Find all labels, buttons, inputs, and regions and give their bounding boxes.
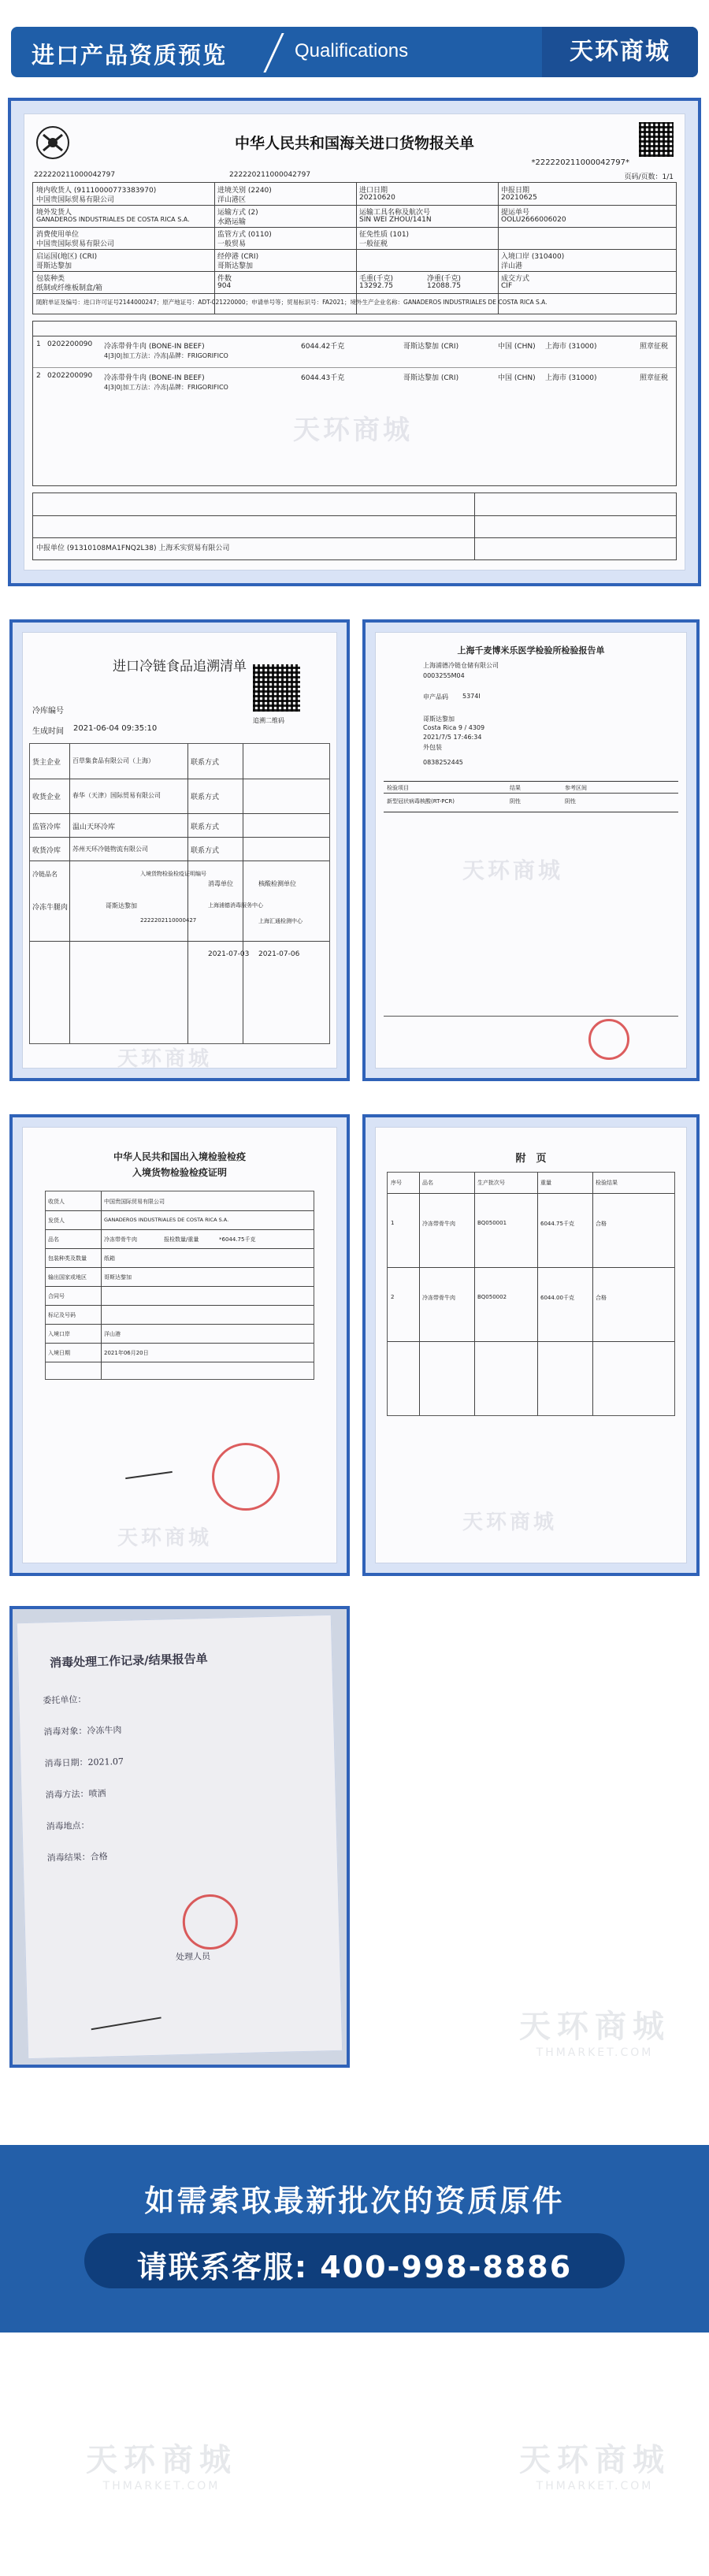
goods-no: 1 bbox=[36, 340, 41, 348]
contact-footer bbox=[0, 2145, 709, 2333]
inspection-value: 洋山港 bbox=[104, 1331, 121, 1337]
trace-row-label: 监管冷库 bbox=[32, 823, 61, 831]
trace-product-header: 入境货物检验检疫证明编号 bbox=[140, 871, 206, 877]
inspection-value: 哥斯达黎加 bbox=[104, 1274, 132, 1281]
customs-field-value: 一般征税 bbox=[359, 240, 388, 248]
inspection-title-2: 入境货物检验检疫证明 bbox=[132, 1167, 227, 1178]
goods-spec: 4|3|0|加工方法：冷冻|品牌：FRIGORIFICO bbox=[104, 352, 228, 359]
watermark-en: THMARKET.COM bbox=[536, 2480, 654, 2492]
customs-field-value: 20210625 bbox=[501, 194, 537, 202]
lab-field-value: 哥斯达黎加 bbox=[423, 716, 455, 723]
customs-field-label: 毛重(千克) bbox=[359, 275, 394, 283]
footer-contact-text: 请联系客服: 400-998-8886 bbox=[136, 2250, 573, 2284]
lab-field-value: 0003255M04 bbox=[423, 672, 465, 679]
appendix-table bbox=[387, 1172, 675, 1416]
customs-field-value: 洋山港 bbox=[501, 262, 523, 270]
lab-field-label: 申产品码 bbox=[423, 693, 448, 701]
lab-result-item: 新型冠状病毒核酸(RT-PCR) bbox=[387, 798, 455, 805]
customs-table bbox=[32, 182, 677, 314]
header-brand: 天环商城 bbox=[542, 27, 698, 77]
customs-field-value: 12088.75 bbox=[427, 282, 461, 290]
appendix-row-batch: BQ050001 bbox=[477, 1220, 507, 1226]
inspection-label: 入境日期 bbox=[48, 1350, 70, 1356]
goods-origin: 哥斯达黎加 (CRI) bbox=[403, 374, 459, 382]
goods-no: 2 bbox=[36, 372, 41, 380]
disinfection-signature bbox=[91, 2017, 161, 2030]
disinfection-line: 消毒日期：2021.07 bbox=[44, 1756, 124, 1769]
lab-field-value: 0838252445 bbox=[423, 759, 463, 766]
inspection-label: 报检数量/重量 bbox=[164, 1236, 199, 1243]
lab-report bbox=[375, 632, 687, 1069]
customs-field-value: 纸制或纤维板制盒/箱 bbox=[36, 284, 103, 292]
inspection-value: GANADEROS INDUSTRIALES DE COSTA RICA S.A. bbox=[104, 1217, 229, 1223]
customs-field-value: 13292.75 bbox=[359, 282, 393, 290]
customs-field-value: 哥斯达黎加 bbox=[217, 262, 254, 270]
goods-domestic: 上海市 (31000) bbox=[545, 343, 597, 351]
customs-field-label: 进境关别 (2240) bbox=[217, 187, 272, 195]
lab-field-value: 5374I bbox=[462, 693, 481, 700]
customs-field-value: GANADEROS INDUSTRIALES DE COSTA RICA S.A. bbox=[36, 216, 190, 223]
appendix-header: 序号 bbox=[391, 1180, 402, 1186]
customs-declaration bbox=[24, 113, 685, 571]
goods-name: 冷冻带骨牛肉 (BONE-IN BEEF) bbox=[104, 343, 205, 351]
customs-field-label: 提运单号 bbox=[501, 209, 530, 217]
customs-barcode-text: *222220211000042797* bbox=[531, 158, 629, 167]
appendix-row-name: 冷冻带骨牛肉 bbox=[422, 1221, 455, 1227]
disinfection-title: 消毒处理工作记录/结果报告单 bbox=[49, 1651, 208, 1671]
customs-declarant: 中报单位 (91310108MA1FNQ2L38) 上海禾实贸易有限公司 bbox=[36, 545, 230, 552]
header-title-cn: 进口产品资质预览 bbox=[32, 42, 228, 69]
watermark-cn: 天环商城 bbox=[519, 2009, 670, 2045]
lab-result-table bbox=[384, 781, 678, 812]
trace-product-origin: 哥斯达黎加 bbox=[106, 902, 137, 909]
trace-row-label: 收货冷库 bbox=[32, 847, 61, 855]
trace-row-contact: 联系方式 bbox=[191, 759, 220, 767]
appendix-row-weight: 6044.75千克 bbox=[540, 1221, 574, 1227]
trace-product-cert: 2222202110000427 bbox=[140, 917, 197, 924]
disinfection-lines bbox=[43, 1687, 317, 1994]
appendix-row-result: 合格 bbox=[596, 1221, 607, 1227]
header-divider bbox=[263, 33, 284, 72]
goods-tax: 照章征税 bbox=[640, 374, 669, 382]
customs-field-label: 经停港 (CRI) bbox=[217, 253, 259, 261]
goods-code: 0202200090 bbox=[47, 372, 93, 380]
appendix-header: 重量 bbox=[540, 1180, 551, 1186]
trace-product-header: 核酸检测单位 bbox=[258, 880, 296, 887]
lab-result-value: 阴性 bbox=[510, 798, 521, 805]
page-watermark bbox=[71, 2435, 252, 2492]
trace-list-no: 冷库编号 bbox=[32, 707, 64, 716]
customs-field-label: 成交方式 bbox=[501, 275, 530, 283]
appendix bbox=[375, 1127, 687, 1563]
lab-result-range: 阴性 bbox=[565, 798, 576, 805]
customs-field-value: 洋山港区 bbox=[217, 196, 247, 204]
inspection-label: 入境口岸 bbox=[48, 1331, 70, 1337]
customs-field-label: 包装种类 bbox=[36, 275, 65, 283]
watermark-en: THMARKET.COM bbox=[102, 2480, 221, 2492]
goods-tax: 照章征税 bbox=[640, 343, 669, 351]
goods-code: 0202200090 bbox=[47, 340, 93, 348]
watermark-text: 天环商城 bbox=[117, 1047, 213, 1069]
trace-time: 2021-06-04 09:35:10 bbox=[73, 724, 158, 733]
inspection-title-1: 中华人民共和国出入境检验检疫 bbox=[113, 1151, 246, 1162]
appendix-header: 品名 bbox=[422, 1180, 433, 1186]
customs-pre-entry-no: 222220211000042797 bbox=[34, 171, 116, 179]
trace-product-disinfect: 上海浦德消毒服务中心 bbox=[208, 902, 263, 909]
trace-list bbox=[22, 632, 337, 1069]
trace-date: 2021-07-03 bbox=[208, 950, 250, 958]
watermark-text: 天环商城 bbox=[462, 1511, 558, 1534]
lab-result-header: 结果 bbox=[510, 785, 521, 791]
customs-field-label: 入境口岸 (310400) bbox=[501, 253, 565, 261]
inspection-label: 品名 bbox=[48, 1236, 59, 1243]
inspection-label: 发货人 bbox=[48, 1217, 65, 1224]
goods-spec: 4|3|0|加工方法：冷冻|品牌：FRIGORIFICO bbox=[104, 384, 228, 391]
inspection-value: 中国贵国际贸易有限公司 bbox=[104, 1199, 165, 1205]
disinfection-record-frame bbox=[9, 1606, 350, 2068]
customs-entry-no: 222220211000042797 bbox=[229, 171, 311, 179]
inspection-value: 冷冻带骨牛肉 bbox=[104, 1236, 137, 1243]
trace-list-frame bbox=[9, 619, 350, 1081]
lab-field-value: Costa Rica 9 / 4309 bbox=[423, 724, 485, 731]
trace-row-contact: 联系方式 bbox=[191, 794, 220, 801]
customs-field-label: 运输工具名称及航次号 bbox=[359, 209, 431, 217]
appendix-row-no: 1 bbox=[391, 1220, 395, 1226]
goods-qty: 6044.43千克 bbox=[301, 374, 345, 382]
lab-result-header: 参考区间 bbox=[565, 785, 587, 791]
trace-time-label: 生成时间 bbox=[32, 727, 64, 736]
goods-qty: 6044.42千克 bbox=[301, 343, 345, 351]
trace-title: 进口冷链食品追溯清单 bbox=[113, 659, 247, 675]
goods-origin: 哥斯达黎加 (CRI) bbox=[403, 343, 459, 351]
disinfection-line: 消毒方法：喷洒 bbox=[45, 1788, 106, 1801]
goods-dest: 中国 (CHN) bbox=[498, 343, 536, 351]
inspection-label: 合同号 bbox=[48, 1293, 65, 1299]
trace-date: 2021-07-06 bbox=[258, 950, 300, 958]
goods-dest: 中国 (CHN) bbox=[498, 374, 536, 382]
customs-field-label: 运输方式 (2) bbox=[217, 209, 258, 217]
disinfection-signer: 处理人员 bbox=[175, 1951, 211, 1963]
footer-contact-pill bbox=[84, 2233, 625, 2288]
appendix-frame bbox=[362, 1114, 700, 1576]
customs-field-label: 境内收货人 (91110000773383970) bbox=[36, 187, 157, 195]
customs-declarant-table bbox=[32, 493, 677, 560]
watermark-cn: 天环商城 bbox=[86, 2442, 237, 2478]
watermark-text: 天环商城 bbox=[117, 1526, 213, 1550]
disinfection-line: 消毒对象：冷冻牛肉 bbox=[43, 1724, 122, 1738]
lab-field-value: 上海浦德冷链仓储有限公司 bbox=[423, 662, 499, 669]
appendix-row-no: 2 bbox=[391, 1294, 395, 1300]
appendix-row-name: 冷冻带骨牛肉 bbox=[422, 1295, 455, 1301]
customs-field-label: 申报日期 bbox=[501, 187, 530, 195]
lab-seal-stamp bbox=[588, 1019, 629, 1060]
customs-field-value: 哥斯达黎加 bbox=[36, 262, 72, 270]
trace-product-header: 消毒单位 bbox=[208, 880, 233, 887]
inspection-cert bbox=[22, 1127, 337, 1563]
customs-field-value: 20210620 bbox=[359, 194, 395, 202]
customs-field-label: 消费使用单位 bbox=[36, 231, 80, 239]
inspection-table bbox=[45, 1191, 314, 1380]
customs-field-label: 监管方式 (0110) bbox=[217, 231, 272, 239]
header-bar bbox=[11, 27, 698, 77]
customs-field-value: 一般贸易 bbox=[217, 240, 247, 248]
customs-field-label: 启运国(地区) (CRI) bbox=[36, 253, 98, 261]
trace-product-header: 冷链品名 bbox=[32, 871, 58, 878]
trace-row-value: 春华（天津）国际贸易有限公司 bbox=[72, 792, 161, 799]
disinfection-record bbox=[17, 1615, 343, 2059]
trace-row-label: 货主企业 bbox=[32, 759, 61, 767]
lab-field-value: 外包装 bbox=[423, 744, 442, 751]
customs-title: 中华人民共和国海关进口货物报关单 bbox=[234, 135, 474, 152]
customs-field-value: SIN WEI ZHOU/141N bbox=[359, 216, 432, 224]
customs-field-label: 件数 bbox=[217, 275, 232, 283]
customs-field-label: 净重(千克) bbox=[427, 275, 462, 283]
customs-field-value: OOLU2666006020 bbox=[501, 216, 566, 224]
header-title-en: Qualifications bbox=[295, 40, 409, 61]
customs-field-value: CIF bbox=[501, 282, 513, 290]
watermark-text: 天环商城 bbox=[293, 414, 413, 446]
disinfection-line: 消毒结果：合格 bbox=[46, 1851, 108, 1864]
inspection-label: 收货人 bbox=[48, 1199, 65, 1205]
appendix-row-batch: BQ050002 bbox=[477, 1294, 507, 1300]
customs-field-label: 征免性质 (101) bbox=[359, 231, 410, 239]
appendix-header: 生产批次号 bbox=[477, 1180, 505, 1186]
customs-field-value: 水路运输 bbox=[217, 218, 247, 226]
inspection-signature bbox=[125, 1471, 173, 1479]
customs-field-label: 境外发货人 bbox=[36, 209, 72, 217]
trace-row-value: 温山天环冷库 bbox=[72, 823, 116, 831]
appendix-title: 附 页 bbox=[515, 1153, 547, 1165]
trace-product-test: 上海汇通检测中心 bbox=[258, 918, 303, 924]
inspection-cert-frame bbox=[9, 1114, 350, 1576]
header-banner bbox=[0, 0, 709, 93]
goods-name: 冷冻带骨牛肉 (BONE-IN BEEF) bbox=[104, 374, 205, 382]
customs-page: 页码/页数：1/1 bbox=[624, 173, 674, 181]
lab-result-header: 检验项目 bbox=[387, 785, 409, 791]
trace-product-name: 冷冻牛腿肉 bbox=[32, 904, 69, 912]
inspection-label: 标记及号码 bbox=[48, 1312, 76, 1318]
appendix-row-result: 合格 bbox=[596, 1295, 607, 1301]
page-watermark bbox=[504, 2002, 685, 2059]
inspection-value: 2021年06月20日 bbox=[104, 1350, 149, 1356]
lab-field-value: 2021/7/5 17:46:34 bbox=[423, 734, 482, 741]
inspection-label: 包装种类及数量 bbox=[48, 1255, 87, 1262]
trace-row-value: 百草集食品有限公司（上海） bbox=[72, 757, 154, 764]
customs-notes: 随附单证及编号：进口许可证号2144000247；原产地证号：ADT-021220000；申请单号等；贸易标识号：FA2021；境外生产企业名称：GANADEROS INDUSTRIALES DE COSTA RICA S.A. bbox=[36, 299, 548, 306]
trace-row-label: 收货企业 bbox=[32, 794, 61, 801]
goods-domestic: 上海市 (31000) bbox=[545, 374, 597, 382]
watermark-en: THMARKET.COM bbox=[536, 2046, 654, 2059]
lab-report-frame bbox=[362, 619, 700, 1081]
inspection-seal-stamp bbox=[212, 1443, 280, 1511]
appendix-header: 检验结果 bbox=[596, 1180, 618, 1186]
disinfection-line: 委托单位： bbox=[43, 1694, 87, 1706]
customs-qr-code bbox=[639, 122, 674, 157]
inspection-label: 输出国家或地区 bbox=[48, 1274, 87, 1281]
disinfection-line: 消毒地点： bbox=[46, 1820, 90, 1832]
trace-row-value: 苏州天环冷链物流有限公司 bbox=[72, 846, 148, 853]
appendix-row-weight: 6044.00千克 bbox=[540, 1295, 574, 1301]
trace-qr-code bbox=[253, 664, 300, 712]
lab-title: 上海千麦博米乐医学检验所检验报告单 bbox=[457, 645, 605, 656]
footer-request-text: 如需索取最新批次的资质原件 bbox=[144, 2184, 565, 2218]
trace-qr-caption: 追溯二维码 bbox=[253, 717, 284, 724]
inspection-value: *6044.75千克 bbox=[219, 1236, 256, 1243]
customs-field-value: 中国贵国际贸易有限公司 bbox=[36, 196, 115, 204]
watermark-text: 天环商城 bbox=[462, 857, 564, 883]
trace-row-contact: 联系方式 bbox=[191, 847, 220, 855]
customs-field-value: 中国贵国际贸易有限公司 bbox=[36, 240, 115, 248]
page-watermark bbox=[504, 2435, 685, 2492]
customs-goods-table bbox=[32, 321, 677, 486]
inspection-value: 纸箱 bbox=[104, 1255, 115, 1262]
trace-row-contact: 联系方式 bbox=[191, 823, 220, 831]
trace-table bbox=[29, 743, 330, 1044]
customs-field-value: 904 bbox=[217, 282, 232, 290]
customs-field-label: 进口日期 bbox=[359, 187, 388, 195]
customs-declaration-frame bbox=[8, 98, 701, 586]
watermark-cn: 天环商城 bbox=[519, 2442, 670, 2478]
